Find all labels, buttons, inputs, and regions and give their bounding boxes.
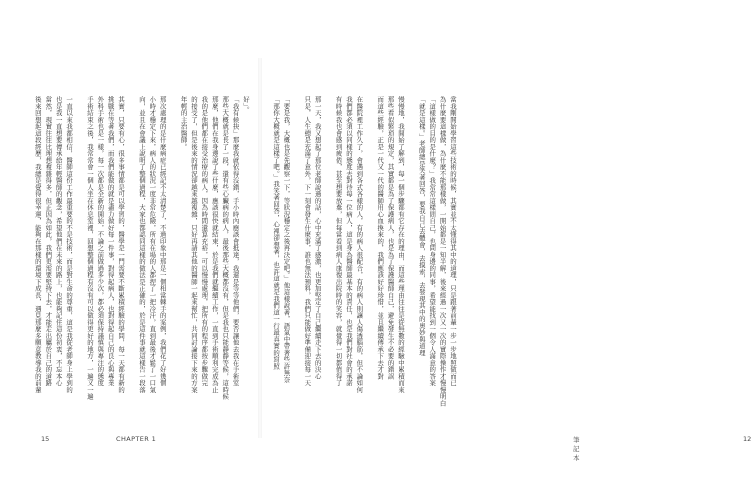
left-page <box>0 0 258 500</box>
left-page-body-text: 好」。 「我有候抉」那麼我就依得沒錯，手小時內應該會抵達，我還是等等他們，要否讓他去我在手術室 那些大概就是長了一段，還有些心臟病的病人，最後那些大概都沒有，但是我也只能靜靜等候，這時候 那麼，他們在我身邊說了些什麼，應該很快就結束，於是我們就繼續工作，一直到手術順利完成為止 我的是他們都在接受治療的病人，因為時間還算充裕，可以慢慢處理，把所有的程序都按步驟做完 的接受了，但是後來的情況卻越來越複雜，只好再請其他的醫師一起來幫忙，共同討論接下來的方案 年輕的主治醫師。 那次處理的是什麼病症已經記不太清楚了，不過印象中那是一個相當棘手的案例，我們花了好幾個 小時才穩定下來，病人的狀況一度非常危險，所有在場的人都捏了一把冷汗，直到最後才鬆了一口氣 向，並且在會議上說明了整個過程，大家也都認同這樣的做法是正確的，於是這件事就這樣告一段落 其實，只要有心，很多事情都是可以學習的，醫學是一門需要不斷累積經驗的學問，每一天都有新的 挑戰在等著我們，而我們能做的就是盡力做好每一件事，對得起病人，也對得起自己的良心與專業 外科手術也是一樣，每一次都是全新的開始，不論之前做過多少次，都必須保持謹慎與專注的態度 手術結束之後，我常常會一個人坐在休息室裡，回想整個過程有沒有可以做得更好的地方，一遍又一遍 一直以來我都相信，醫師這份工作最重要的不是技術，而是對生命的尊重，這是我從老師身上學到的 也是我一直想要傳承給年輕醫師的觀念，希望他們在未來的路上，也能夠記住這份初衷，不忘本心 當然，現實往往比理想複雜得多，但正因為如此，我們更需要堅持下去，才能走出屬於自己的道路 後來回想起這段經歷，我總是覺得很幸運，能夠在那樣的環境下成長，遇見那麼多願意教導我的前輩 <box>33 96 250 400</box>
right-page-number: 12 <box>743 435 751 443</box>
left-running-head: CHAPTER 1 <box>116 435 157 443</box>
right-running-head: 筆記本 <box>573 436 580 462</box>
right-page-body-text: 當我剛開始學習這些技術的時候，其實並不太懂得其中的道理，只是跟著前輩一步一步地照做而已 為什麼要這樣做，為什麼不能那樣做，一開始都是一知半解，後來經過一次又一次的實際操作才慢慢明白 「這樣做的目的是什麼？」我常常這樣問自己，也問身邊的同事，希望能找到一個令人滿意的答案 「就是這樣。」老師總是笑著回答，要我自己去體會，去摸索，去發現其中的奧妙與道理 慢慢地，我開始了解到，每一個步驟都有它存在的理由，而這些理由往往是從無數的經驗中累積而來 那些看似繁瑣的規定，其實都是為了保護病人，也是為了保護醫師自己，避免發生不必要的錯誤 而這些經驗，正是一代又一代的醫師用心血換來的，我們應該好好珍惜，並且繼續傳承下去才對 在醫院裡工作久了，會遇到各式各樣的人，有的病人很配合，有的病人則讓人傷透腦筋，但不論如何 我們都必須以同樣的態度去對待每一位病人，這是身為醫師最基本的責任，也是我們對社會的承諾 有時候我也會感到疲倦，甚至想要放棄，但每當看到病人康復出院時的笑容，就覺得一切都值得了 那一天，我又想起了那位老師說過的話，心中充滿了感激，也更加堅定了自己繼續走下去的決心 只是，人生總是充滿了意外，下一刻會發生什麼事，誰也無法預料，我們只能做好準備迎接每一天 「要是我，大概也是先觀察一下，等狀況穩定之後再決定吧。」他這樣說著，語氣中帶著些許無奈 「那你大概就是這樣了吧。」我笑著回答，心裡卻想著，也許這就是我們這一行最真實的寫照 <box>272 96 457 407</box>
left-page-number: 15 <box>41 435 50 443</box>
right-page <box>262 0 751 500</box>
